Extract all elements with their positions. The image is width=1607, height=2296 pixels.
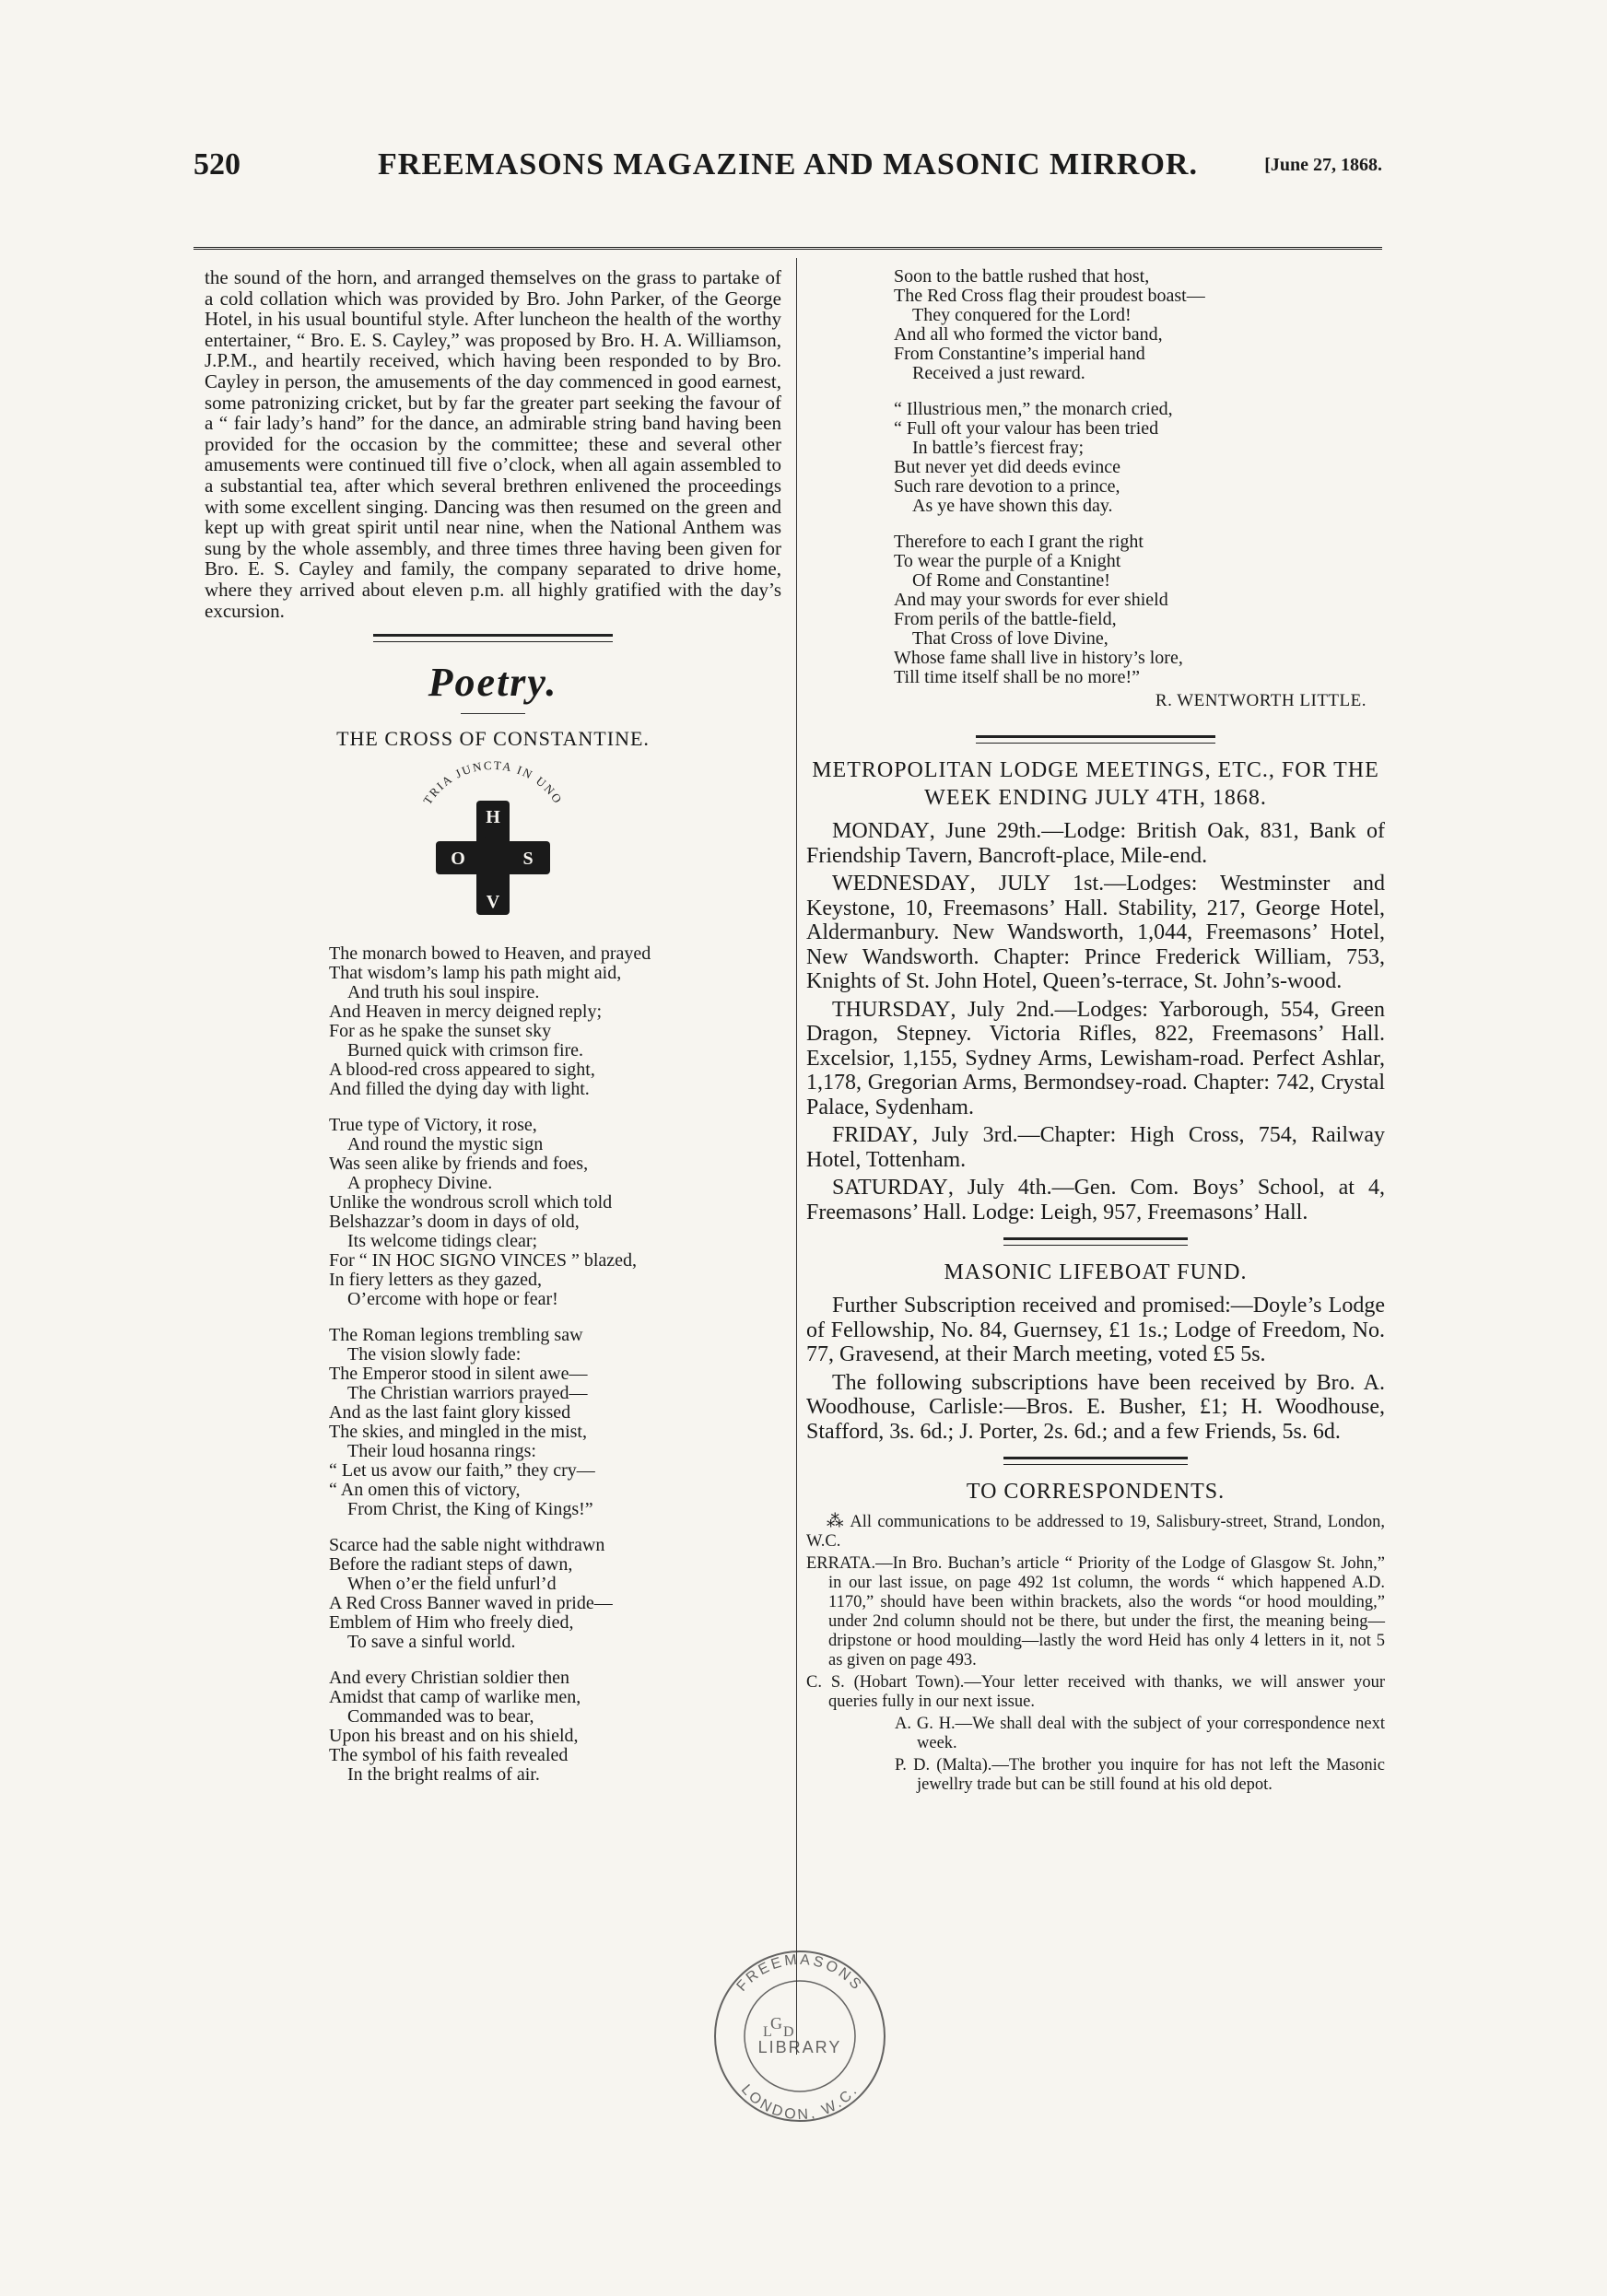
poem-line: A prophecy Divine. (347, 1173, 493, 1194)
poem-title: THE CROSS OF CONSTANTINE. (336, 727, 650, 751)
poem-line: The Red Cross flag their proudest boast— (894, 286, 1205, 306)
emblem-letter-left: O (451, 849, 465, 870)
meetings-title: METROPOLITAN LODGE MEETINGS, ETC., FOR THE WEEK ENDING JULY 4TH, 1868. (812, 758, 1379, 810)
poem-line: The monarch bowed to Heaven, and prayed (329, 943, 651, 965)
stanza (894, 267, 1385, 383)
lifeboat-title: MASONIC LIFEBOAT FUND. (944, 1260, 1248, 1284)
poem-line: From Constantine’s imperial hand (894, 344, 1145, 364)
poem-line: But never yet did deeds evince (894, 457, 1121, 477)
meeting-day: SATURDAY (832, 1176, 948, 1200)
poem-line: For as he spake the sunset sky (329, 1021, 552, 1042)
stanza (329, 1536, 781, 1652)
stanza (329, 1116, 781, 1309)
poem-line: Commanded was to bear, (347, 1706, 534, 1728)
poem-line: In fiery letters as they gazed, (329, 1270, 543, 1291)
poem-line: And round the mystic sign (347, 1134, 544, 1155)
erratum (806, 1554, 1385, 1670)
stanza (329, 1326, 781, 1519)
poem-signature: R. WENTWORTH LITTLE. (1155, 691, 1367, 710)
section-rule (1003, 1237, 1188, 1246)
poem-line: Therefore to each I grant the right (894, 532, 1144, 552)
issue-date: [June 27, 1868. (1264, 155, 1382, 175)
emblem-letter-bottom: V (486, 892, 500, 913)
erratum-label: ERRATA. (806, 1554, 876, 1573)
meeting-entry (806, 998, 1385, 1120)
poem-line: Belshazzar’s doom in days of old, (329, 1212, 580, 1233)
poem-line: That wisdom’s lamp his path might aid, (329, 963, 622, 984)
section-rule (373, 634, 613, 642)
poem-line: O’ercome with hope or fear! (347, 1289, 558, 1310)
meeting-day: THURSDAY (832, 997, 951, 1022)
poem-line: The Emperor stood in silent awe— (329, 1364, 588, 1385)
poem-line: Was seen alike by friends and foes, (329, 1154, 589, 1175)
reply: P. D. (Malta).—The brother you inquire for has not left the Masonic jewellry trade but can be still found at his old depot. (895, 1756, 1385, 1794)
meeting-entry (806, 819, 1385, 868)
poem-line: Till time itself shall be no more!” (894, 667, 1141, 687)
poem-line: They conquered for the Lord! (912, 305, 1132, 325)
meeting-text: , June 29th.—Lodge: British Oak, 831, Bank of Friendship Tavern, Bancroft-place, Mile-end. (806, 819, 1385, 868)
poem-right (894, 267, 1385, 687)
poem-line: Its welcome tidings clear; (347, 1231, 538, 1252)
poem-line: To wear the purple of a Knight (894, 551, 1121, 571)
poem-line: As ye have shown this day. (912, 496, 1113, 516)
meeting-day: WEDNESDAY (832, 872, 970, 896)
excursion-paragraph: the sound of the horn, and arranged themselves on the grass to partake of a cold collation which was provided by Bro. John Parker, of the George Hotel, in his usual bountiful style. After luncheon the health of the worthy entertainer, “ Bro. E. S. Cayley,” was proposed by Bro. H. A. Williamson, J.P.M., and heartily received, which having been responded to by Bro. Cayley in person, the amusements of the day commenced in good earnest, some patronizing cricket, but by far the greater part seeking the favour of a “ fair lady’s hand” for the dance, an admirable string band having been provided for the occasion by the committee; these and several other amusements were continued till five o’clock, when all again assembled to a substantial tea, after which several brethren enlivened the proceedings with some excellent singing. Dancing was then resumed on the green and kept up with great spirit until near nine, when the National Anthem was sung by the whole assembly, and three times three having been given for Bro. E. S. Cayley and family, the company separated to drive home, where they arrived about eleven p.m. all highly gratified with the day’s excursion. (205, 266, 781, 622)
reply: A. G. H.—We shall deal with the subject of your correspondence next week. (895, 1715, 1385, 1752)
poem-line: “ Illustrious men,” the monarch cried, (894, 399, 1173, 419)
poem-line: And may your swords for ever shield (894, 590, 1168, 610)
poem-line: Such rare devotion to a prince, (894, 476, 1120, 497)
emblem-motto: TRIA JUNCTA IN UNO (420, 760, 566, 807)
poem-line: Soon to the battle rushed that host, (894, 266, 1150, 287)
stamp-library-text: LIBRARY (757, 2038, 842, 2056)
stamp-bottom-text: LONDON, W.C. (737, 2081, 862, 2124)
correspondents-notice: ⁂ All communications to be addressed to 19, Salisbury-street, Strand, London, W.C. (806, 1513, 1385, 1551)
poem-line: The Christian warriors prayed— (347, 1383, 588, 1404)
poem-line: In battle’s fiercest fray; (912, 438, 1085, 458)
poem-line: “ An omen this of victory, (329, 1480, 521, 1501)
svg-text:FREEMASONS (734, 1952, 866, 1995)
column-divider (796, 258, 797, 2055)
poem-line: The vision slowly fade: (347, 1344, 522, 1365)
poem-line: Before the radiant steps of dawn, (329, 1554, 573, 1576)
page-header (194, 147, 1382, 193)
poem-line: To save a sinful world. (347, 1632, 516, 1653)
cross-emblem-icon (392, 760, 594, 926)
section-rule (1003, 1457, 1188, 1465)
stamp-letter-g: G (770, 2014, 782, 2032)
left-column (205, 267, 781, 1801)
poetry-heading: Poetry. (428, 660, 558, 706)
poem-line: A Red Cross Banner waved in pride— (329, 1593, 613, 1614)
erratum-text: —In Bro. Buchan’s article “ Priority of the Lodge of Glasgow St. John,” in our last issue, on page 492 1st column, the words “ which happened A.D. 1170,” should have been within brackets, also the words “or hood moulding,” under 2nd column should not be there, but under the first, the meaning being—dripstone or hood moulding—lastly the word Heid has only 4 letters in it, not 5 as given on page 493. (828, 1554, 1385, 1669)
poem-line: Amidst that camp of warlike men, (329, 1687, 581, 1708)
poem-line: Scarce had the sable night withdrawn (329, 1535, 605, 1556)
poem-line: When o’er the field unfurl’d (347, 1574, 557, 1595)
poem-line: For “ IN HOC SIGNO VINCES ” blazed, (329, 1250, 638, 1271)
meeting-entry (806, 872, 1385, 994)
meeting-entry (806, 1123, 1385, 1172)
poem-line: Received a just reward. (912, 363, 1085, 383)
meeting-text: , July 3rd.—Chapter: High Cross, 754, Railway Hotel, Tottenham. (806, 1123, 1385, 1172)
header-rule (194, 247, 1382, 250)
stanza (329, 1669, 781, 1785)
stamp-letter-l: L (763, 2024, 772, 2040)
svg-text:LONDON, W.C. (738, 2082, 862, 2124)
meeting-day: MONDAY (832, 819, 930, 843)
library-stamp-icon (708, 1944, 892, 2128)
poem-line: Burned quick with crimson fire. (347, 1040, 584, 1061)
poem-line: Of Rome and Constantine! (912, 570, 1110, 591)
right-column (806, 267, 1385, 1798)
lifeboat-paragraph: The following subscriptions have been received by Bro. A. Woodhouse, Carlisle:—Bros. E. Busher, £1; H. Woodhouse, Stafford, 3s. 6d.; J. Porter, 2s. 6d.; and a few Friends, 5s. 6d. (806, 1370, 1385, 1444)
stamp-letter-d: D (783, 2024, 794, 2040)
poem-line: Their loud hosanna rings: (347, 1441, 536, 1462)
poem-line: And Heaven in mercy deigned reply; (329, 1002, 603, 1023)
poem-line: From perils of the battle-field, (894, 609, 1117, 629)
poem-line: And every Christian soldier then (329, 1668, 570, 1689)
meeting-text: , JULY 1st.—Lodges: Westminster and Keystone, 10, Freemasons’ Hall. Stability, 217, George Hotel, Aldermanbury. New Wandsworth, 1,044, Freemasons’ Hotel, New Wandsworth. Chapter: Prince Frederick William, 753, Knights of St. John Hotel, Queen’s-terrace, St. John’s-wood. (806, 872, 1385, 993)
meeting-entry (806, 1176, 1385, 1224)
meeting-text: , July 2nd.—Lodges: Yarborough, 554, Green Dragon, Stepney. Victoria Rifles, 822, Freemasons’ Hall. Excelsior, 1,155, Sydney Arms, Lewisham-road. Perfect Ashlar, 1,178, Gregorian Arms, Bermondsey-road. Chapter: 742, Crystal Palace, Sydenham. (806, 997, 1385, 1119)
page-number: 520 (194, 147, 240, 182)
poem-left (329, 944, 781, 1785)
masthead-title: FREEMASONS MAGAZINE AND MASONIC MIRROR. (378, 147, 1198, 182)
poem-line: From Christ, the King of Kings!” (347, 1499, 593, 1520)
poem-line: That Cross of love Divine, (912, 628, 1108, 649)
poem-line: “ Let us avow our faith,” they cry— (329, 1460, 595, 1482)
emblem-letter-right: S (522, 849, 534, 870)
meeting-text: , July 4th.—Gen. Com. Boys’ School, at 4, Freemasons’ Hall. Lodge: Leigh, 957, Freemasons’ Hall. (806, 1176, 1385, 1224)
poem-line: “ Full oft your valour has been tried (894, 418, 1159, 439)
stanza (894, 400, 1385, 516)
poem-line: And as the last faint glory kissed (329, 1402, 571, 1423)
poem-line: And all who formed the victor band, (894, 324, 1163, 345)
poem-line: And filled the dying day with light. (329, 1079, 590, 1100)
poem-line: The skies, and mingled in the mist, (329, 1422, 587, 1443)
stanza (894, 533, 1385, 687)
poem-line: Upon his breast and on his shield, (329, 1726, 579, 1747)
poem-line: The symbol of his faith revealed (329, 1745, 569, 1766)
stanza (329, 944, 781, 1099)
poem-line: And truth his soul inspire. (347, 982, 540, 1003)
emblem-letter-top: H (486, 807, 500, 828)
lifeboat-paragraph: Further Subscription received and promised:—Doyle’s Lodge of Fellowship, No. 84, Guernsey, £1 1s.; Lodge of Freedom, No. 77, Gravesend, at their March meeting, voted £5 5s. (806, 1294, 1385, 1366)
poem-line: The Roman legions trembling saw (329, 1325, 583, 1346)
stamp-top-text: FREEMASONS (733, 1951, 866, 1995)
meeting-day: FRIDAY (832, 1123, 913, 1147)
poem-line: Whose fame shall live in history’s lore, (894, 648, 1183, 668)
poem-line: Unlike the wondrous scroll which told (329, 1192, 613, 1213)
poem-line: Emblem of Him who freely died, (329, 1612, 574, 1634)
short-rule (461, 713, 525, 714)
reply: C. S. (Hobart Town).—Your letter received with thanks, we will answer your queries fully in our next issue. (806, 1673, 1385, 1711)
section-rule (976, 735, 1215, 744)
poem-line: True type of Victory, it rose, (329, 1115, 537, 1136)
correspondents-title: TO CORRESPONDENTS. (966, 1480, 1226, 1504)
svg-text:TRIA JUNCTA IN UNO (420, 760, 566, 807)
poem-line: In the bright realms of air. (347, 1764, 540, 1786)
poem-line: A blood-red cross appeared to sight, (329, 1060, 595, 1081)
